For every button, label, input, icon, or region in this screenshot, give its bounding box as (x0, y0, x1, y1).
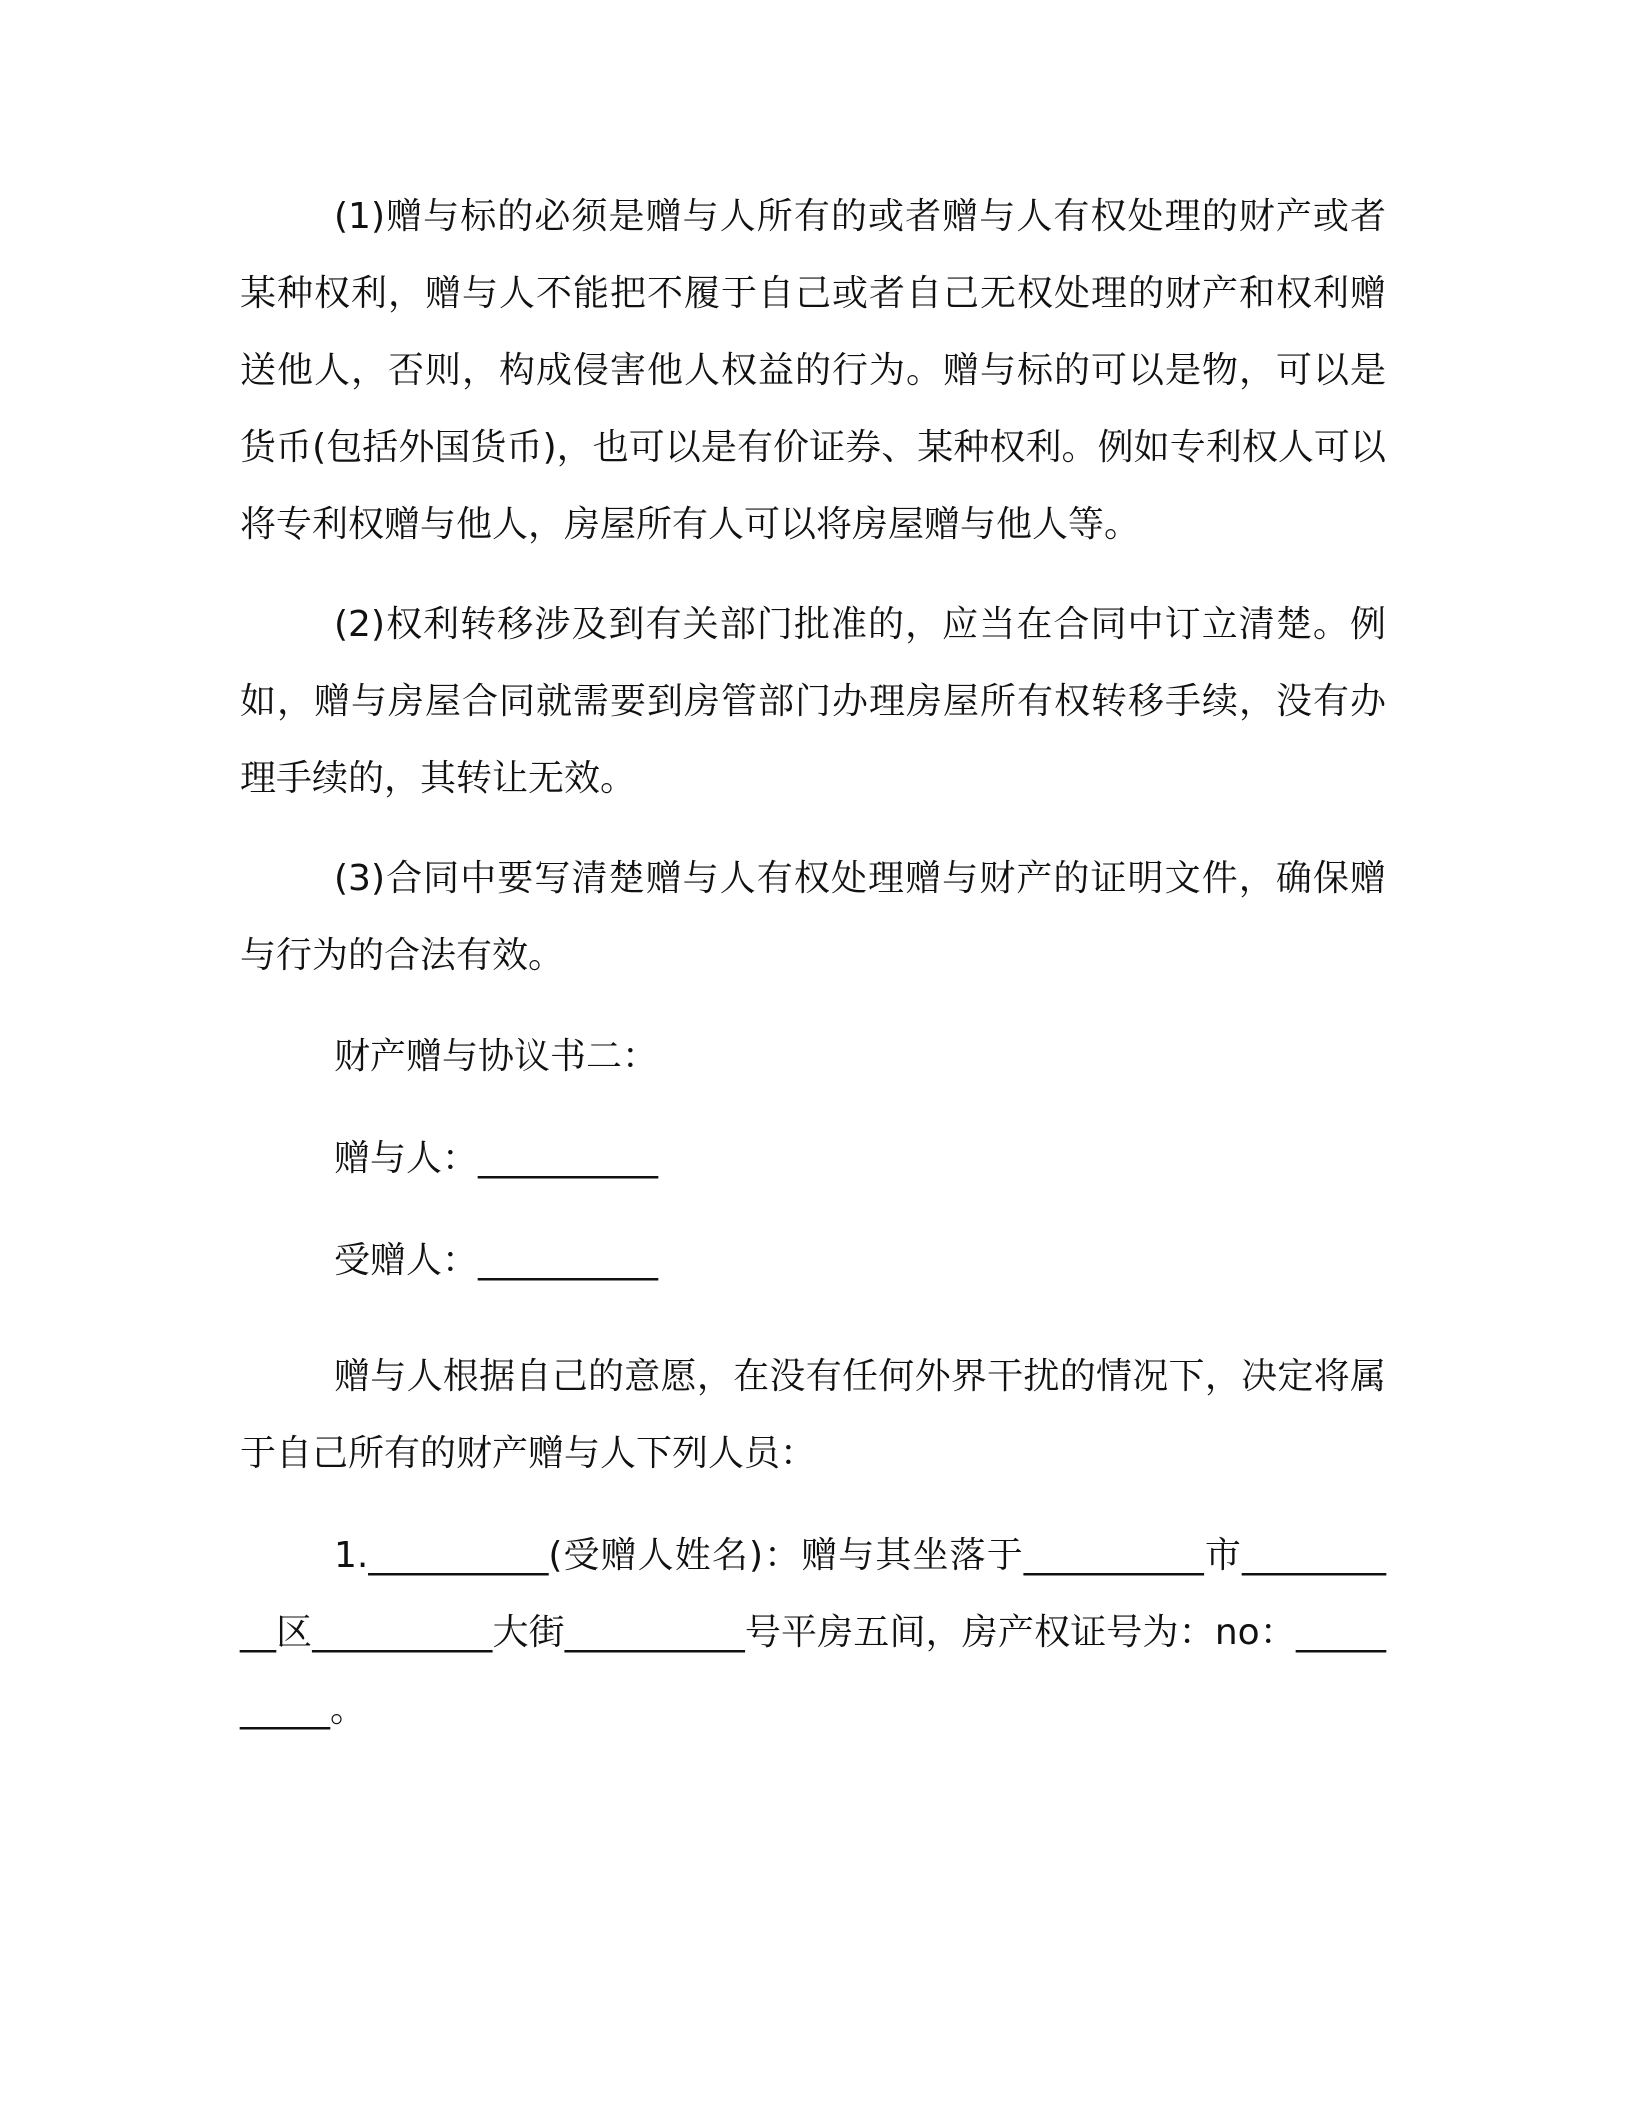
paragraph-proof-documents: (3)合同中要写清楚赠与人有权处理赠与财产的证明文件，确保赠与行为的合法有效。 (240, 858, 1386, 976)
donor-line: 赠与人：__________ (334, 1138, 659, 1179)
agreement-two-heading: 财产赠与协议书二： (334, 1036, 659, 1077)
paragraph-rights-transfer: (2)权利转移涉及到有关部门批准的，应当在合同中订立清楚。例如，赠与房屋合同就需要到房管部门办理房屋所有权转移手续，没有办理手续的，其转让无效。 (240, 604, 1386, 799)
paragraph-gift-intent: 赠与人根据自己的意愿，在没有任何外界干扰的情况下，决定将属于自己所有的财产赠与人下列人员： (240, 1356, 1386, 1474)
recipient-line: 受赠人：__________ (334, 1240, 659, 1281)
paragraph-gift-subject: (1)赠与标的必须是赠与人所有的或者赠与人有权处理的财产或者某种权利，赠与人不能把不履于自己或者自己无权处理的财产和权利赠送他人，否则，构成侵害他人权益的行为。赠与标的可以是物，可以是货币(包括外国货币)，也可以是有价证券、某种权利。例如专利权人可以将专利权赠与他人，房屋所有人可以将房屋赠与他人等。 (240, 196, 1386, 545)
paragraph-gift-item-one: 1.__________(受赠人姓名)：赠与其坐落于__________市__________区__________大街__________号平房五间，房产权证号为：no：__________。 (240, 1535, 1386, 1730)
